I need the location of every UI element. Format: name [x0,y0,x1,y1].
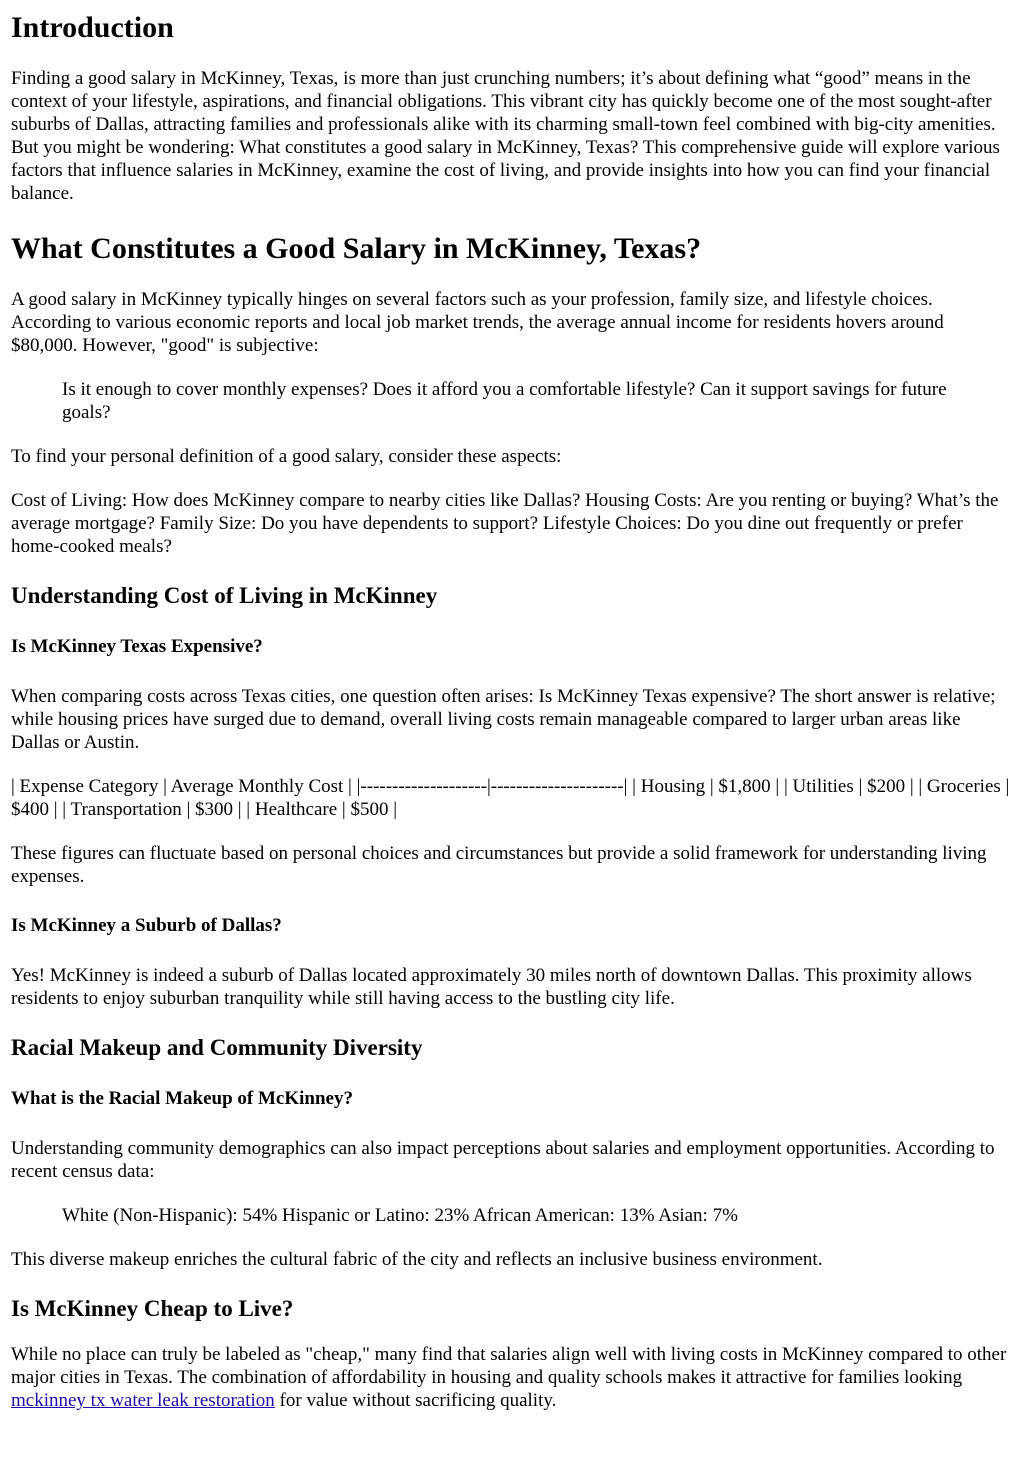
intro-paragraph: Finding a good salary in McKinney, Texas, is more than just crunching numbers; it’s about defining what “good” means in the context of your lifestyle, aspirations, and financial obligations. This vibrant city has quickly become one of the most sought-after suburbs of Dallas, attracting families and professionals alike with its charming small-town feel combined with big-city amenities. But you might be wondering: What constitutes a good salary in McKinney, Texas? This comprehensive guide will explore various factors that influence salaries in McKinney, examine the cost of living, and provide insights into how you can find your financial balance. [11,68,1000,204]
good-salary-paragraph: A good salary in McKinney typically hinges on several factors such as your profession, family size, and lifestyle choices. According to various economic reports and local job market trends, the average annual income for residents hovers around $80,000. However, "good" is subjective: [11,289,944,356]
water-leak-restoration-link[interactable]: mckinney tx water leak restoration [11,1390,275,1411]
cheap-heading: Is McKinney Cheap to Live? [11,1296,294,1321]
expensive-heading: Is McKinney Texas Expensive? [11,636,263,657]
suburb-paragraph: Yes! McKinney is indeed a suburb of Dallas located approximately 30 miles north of downtown Dallas. This proximity allows residents to enjoy suburban tranquility while still having access to the bustling city life. [11,965,972,1009]
diversity-heading: Racial Makeup and Community Diversity [11,1035,423,1060]
racial-makeup-heading: What is the Racial Makeup of McKinney? [11,1088,353,1109]
aspects-paragraph: Cost of Living: How does McKinney compare to nearby cities like Dallas? Housing Costs: Are you renting or buying? What’s the average mortgage? Family Size: Do you have dependents to support? Lifestyle Choices: Do you dine out frequently or prefer home-cooked meals? [11,490,999,557]
cheap-paragraph [11,1343,1013,1412]
good-salary-quote: Is it enough to cover monthly expenses? Does it afford you a comfortable lifestyle? Can it support savings for future goals? [62,379,947,423]
cost-of-living-heading: Understanding Cost of Living in McKinney [11,583,438,608]
article [0,11,1024,1412]
cheap-text-after-link: for value without sacrificing quality. [274,1390,557,1411]
racial-makeup-quote: White (Non-Hispanic): 54% Hispanic or Latino: 23% African American: 13% Asian: 7% [62,1205,738,1226]
racial-makeup-paragraph: Understanding community demographics can also impact perceptions about salaries and employment opportunities. According to recent census data: [11,1138,995,1182]
suburb-heading: Is McKinney a Suburb of Dallas? [11,915,282,936]
expense-table-text: | Expense Category | Average Monthly Cost | |--------------------|---------------------| | Housing | $1,800 | | Utilities | $200 | | Groceries | $400 | | Transportation | $300 | | Healthcare | $500 | [11,776,1010,820]
expensive-paragraph: When comparing costs across Texas cities, one question often arises: Is McKinney Texas expensive? The short answer is relative; while housing prices have surged due to demand, overall living costs remain manageable compared to larger urban areas like Dallas or Austin. [11,686,996,753]
good-salary-heading: What Constitutes a Good Salary in McKinney, Texas? [11,232,702,265]
cheap-text-before-link: While no place can truly be labeled as "cheap," many find that salaries align well with living costs in McKinney compared to other major cities in Texas. The combination of affordability in housing and quality schools makes it attractive for families looking [11,1344,1007,1388]
consider-paragraph: To find your personal definition of a good salary, consider these aspects: [11,446,562,467]
figures-paragraph: These figures can fluctuate based on personal choices and circumstances but provide a solid framework for understanding living expenses. [11,843,987,887]
intro-heading: Introduction [11,11,174,44]
diversity-closing: This diverse makeup enriches the cultural fabric of the city and reflects an inclusive business environment. [11,1249,823,1270]
